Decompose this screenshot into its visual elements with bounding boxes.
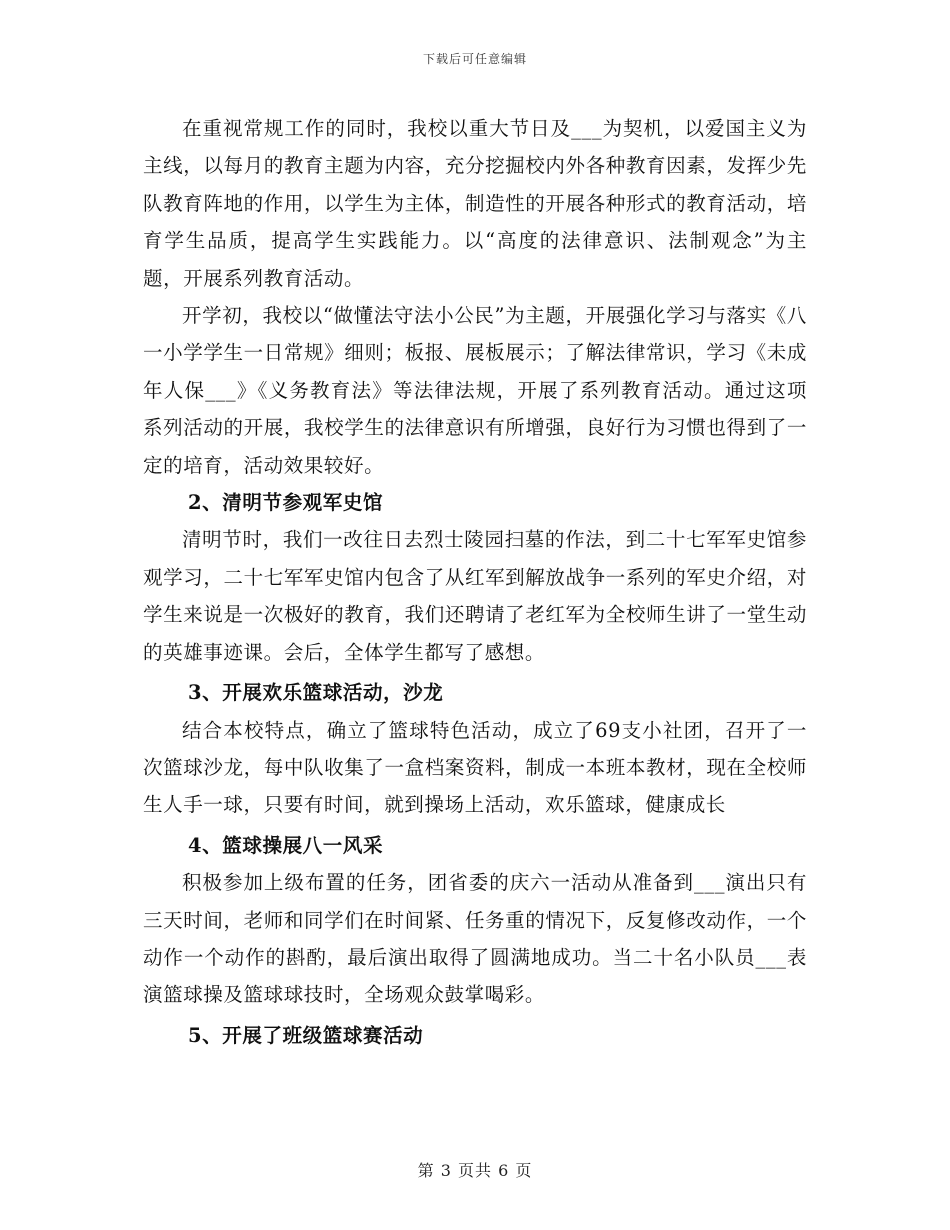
section-heading-4: 4、篮球操展八一风采 xyxy=(188,833,384,857)
paragraph-basketball-salon: 结合本校特点，确立了篮球特色活动，成立了69支小社团，召开了一次篮球沙龙，每中队收集了一盒档案资料，制成一本班本教材，现在全校师生人手一球，只要有时间，就到操场上活动，欢乐篮球，健康成长 xyxy=(143,718,807,817)
paragraph-law-education: 开学初，我校以“做懂法守法小公民”为主题，开展强化学习与落实《八一小学学生一日常规》细则；板报、展板展示；了解法律常识，学习《未成年人保___》《义务教育法》等法律法规，开展了系列教育活动。通过这项系列活动的开展，我校学生的法律意识有所增强，良好行为习惯也得到了一定的培育，活动效果较好。 xyxy=(143,304,807,477)
section-heading-2: 2、清明节参观军史馆 xyxy=(188,491,384,515)
section-heading-3: 3、开展欢乐篮球活动，沙龙 xyxy=(188,681,444,705)
paragraph-patriotic-education: 在重视常规工作的同时，我校以重大节日及___为契机，以爱国主义为主线，以每月的教育主题为内容，充分挖掘校内外各种教育因素，发挥少先队教育阵地的作用，以学生为主体，制造性的开展各种形式的教育活动，培育学生品质，提高学生实践能力。以“高度的法律意识、法制观念”为主题，开展系列教育活动。 xyxy=(143,117,807,290)
paragraph-military-museum: 清明节时，我们一改往日去烈士陵园扫墓的作法，到二十七军军史馆参观学习，二十七军军史馆内包含了从红军到解放战争一系列的军史介绍，对学生来说是一次极好的教育，我们还聘请了老红军为全校师生讲了一堂生动的英雄事迹课。会后，全体学生都写了感想。 xyxy=(143,528,807,664)
section-heading-5: 5、开展了班级篮球赛活动 xyxy=(188,1023,424,1047)
document-body xyxy=(143,110,807,1054)
paragraph-basketball-exercise: 积极参加上级布置的任务，团省委的庆六一活动从准备到___演出只有三天时间，老师和同学们在时间紧、任务重的情况下，反复修改动作，一个动作一个动作的斟酌，最后演出取得了圆满地成功。当二十名小队员___表演篮球操及篮球球技时，全场观众鼓掌喝彩。 xyxy=(143,871,807,1007)
page-number: 第 3 页共 6 页 xyxy=(417,1161,533,1180)
page-header: 下载后可任意编辑 xyxy=(422,52,527,66)
